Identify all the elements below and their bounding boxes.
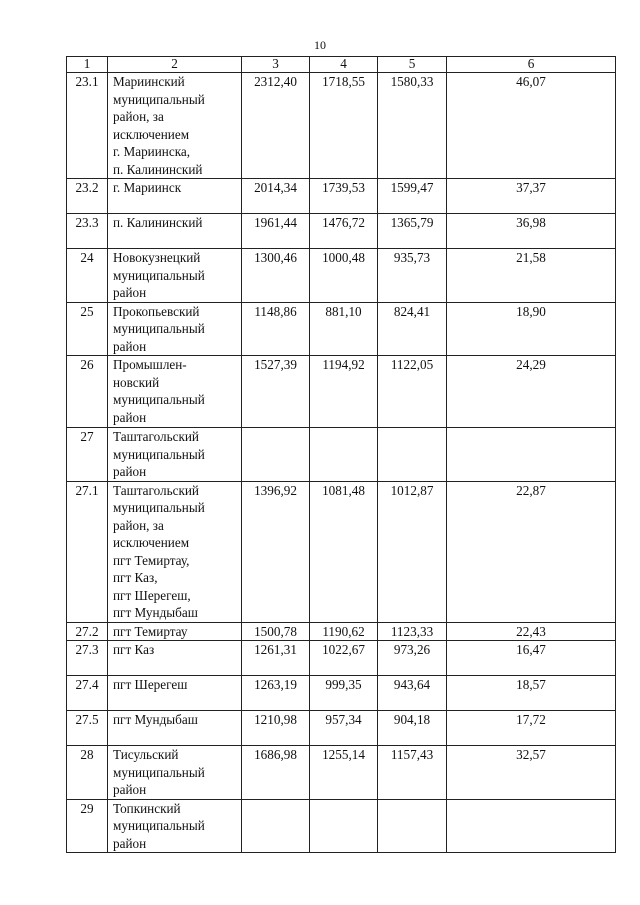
table-row xyxy=(67,799,616,853)
value-col-4: 881,10 xyxy=(310,302,378,356)
value-col-4: 1255,14 xyxy=(310,746,378,800)
district-name: пгт Каз xyxy=(108,641,242,676)
header-col-2: 2 xyxy=(108,57,242,73)
value-col-4: 1718,55 xyxy=(310,73,378,179)
row-number: 24 xyxy=(67,249,108,303)
value-col-3: 1210,98 xyxy=(242,711,310,746)
header-col-4: 4 xyxy=(310,57,378,73)
value-col-4: 957,34 xyxy=(310,711,378,746)
value-col-6: 46,07 xyxy=(447,73,616,179)
district-name: Таштагольский муниципальный район xyxy=(108,428,242,482)
value-col-3: 1396,92 xyxy=(242,481,310,622)
value-col-5: 943,64 xyxy=(378,676,447,711)
page-number: 10 xyxy=(314,38,326,52)
value-col-6: 36,98 xyxy=(447,214,616,249)
row-number: 23.2 xyxy=(67,179,108,214)
value-col-5: 1599,47 xyxy=(378,179,447,214)
value-col-6: 32,57 xyxy=(447,746,616,800)
value-col-5: 1123,33 xyxy=(378,622,447,641)
value-col-5: 904,18 xyxy=(378,711,447,746)
value-col-4: 1000,48 xyxy=(310,249,378,303)
row-number: 25 xyxy=(67,302,108,356)
district-name: п. Калининский xyxy=(108,214,242,249)
row-number: 29 xyxy=(67,799,108,853)
value-col-6: 21,58 xyxy=(447,249,616,303)
value-col-3 xyxy=(242,428,310,482)
value-col-4: 1739,53 xyxy=(310,179,378,214)
value-col-3: 2312,40 xyxy=(242,73,310,179)
value-col-5 xyxy=(378,428,447,482)
value-col-5 xyxy=(378,799,447,853)
value-col-3: 1527,39 xyxy=(242,356,310,428)
district-name: Топкинский муниципальный район xyxy=(108,799,242,853)
value-col-4: 1476,72 xyxy=(310,214,378,249)
value-col-4: 1194,92 xyxy=(310,356,378,428)
value-col-4: 1022,67 xyxy=(310,641,378,676)
value-col-6: 24,29 xyxy=(447,356,616,428)
table-row xyxy=(67,481,616,622)
row-number: 27 xyxy=(67,428,108,482)
table-row xyxy=(67,302,616,356)
value-col-6: 22,87 xyxy=(447,481,616,622)
value-col-5: 1580,33 xyxy=(378,73,447,179)
header-col-6: 6 xyxy=(447,57,616,73)
value-col-5: 973,26 xyxy=(378,641,447,676)
value-col-5: 1122,05 xyxy=(378,356,447,428)
district-name: пгт Темиртау xyxy=(108,622,242,641)
value-col-6 xyxy=(447,799,616,853)
district-name: Промышлен- новский муниципальный район xyxy=(108,356,242,428)
table-row xyxy=(67,676,616,711)
value-col-6: 37,37 xyxy=(447,179,616,214)
value-col-3: 1961,44 xyxy=(242,214,310,249)
table-row xyxy=(67,249,616,303)
district-name: Прокопьевский муниципальный район xyxy=(108,302,242,356)
value-col-6: 18,90 xyxy=(447,302,616,356)
value-col-5: 1157,43 xyxy=(378,746,447,800)
table-row xyxy=(67,622,616,641)
value-col-6: 17,72 xyxy=(447,711,616,746)
district-name: Тисульский муниципальный район xyxy=(108,746,242,800)
value-col-6: 22,43 xyxy=(447,622,616,641)
district-name: пгт Шерегеш xyxy=(108,676,242,711)
table-row xyxy=(67,428,616,482)
value-col-3 xyxy=(242,799,310,853)
row-number: 27.1 xyxy=(67,481,108,622)
row-number: 26 xyxy=(67,356,108,428)
value-col-4: 1190,62 xyxy=(310,622,378,641)
table-row xyxy=(67,356,616,428)
row-number: 23.1 xyxy=(67,73,108,179)
data-table xyxy=(66,56,616,853)
value-col-3: 1300,46 xyxy=(242,249,310,303)
district-name: Новокузнецкий муниципальный район xyxy=(108,249,242,303)
value-col-6 xyxy=(447,428,616,482)
district-name: Мариинский муниципальный район, за исключением г. Мариинска, п. Калининский xyxy=(108,73,242,179)
row-number: 27.2 xyxy=(67,622,108,641)
row-number: 28 xyxy=(67,746,108,800)
header-col-1: 1 xyxy=(67,57,108,73)
row-number: 27.5 xyxy=(67,711,108,746)
value-col-3: 1686,98 xyxy=(242,746,310,800)
value-col-4: 999,35 xyxy=(310,676,378,711)
value-col-3: 1500,78 xyxy=(242,622,310,641)
value-col-4 xyxy=(310,428,378,482)
value-col-6: 18,57 xyxy=(447,676,616,711)
value-col-3: 1263,19 xyxy=(242,676,310,711)
row-number: 27.3 xyxy=(67,641,108,676)
value-col-3: 2014,34 xyxy=(242,179,310,214)
header-row xyxy=(67,57,616,73)
header-col-3: 3 xyxy=(242,57,310,73)
value-col-5: 1012,87 xyxy=(378,481,447,622)
header-col-5: 5 xyxy=(378,57,447,73)
value-col-4: 1081,48 xyxy=(310,481,378,622)
value-col-5: 824,41 xyxy=(378,302,447,356)
value-col-5: 935,73 xyxy=(378,249,447,303)
table-row xyxy=(67,746,616,800)
table-row xyxy=(67,214,616,249)
table-row xyxy=(67,73,616,179)
value-col-6: 16,47 xyxy=(447,641,616,676)
row-number: 23.3 xyxy=(67,214,108,249)
row-number: 27.4 xyxy=(67,676,108,711)
value-col-3: 1148,86 xyxy=(242,302,310,356)
table-row xyxy=(67,711,616,746)
value-col-5: 1365,79 xyxy=(378,214,447,249)
district-name: пгт Мундыбаш xyxy=(108,711,242,746)
value-col-3: 1261,31 xyxy=(242,641,310,676)
table-row xyxy=(67,179,616,214)
district-name: г. Мариинск xyxy=(108,179,242,214)
table-row xyxy=(67,641,616,676)
district-name: Таштагольский муниципальный район, за исключением пгт Темиртау, пгт Каз, пгт Шерегеш, пгт Мундыбаш xyxy=(108,481,242,622)
value-col-4 xyxy=(310,799,378,853)
